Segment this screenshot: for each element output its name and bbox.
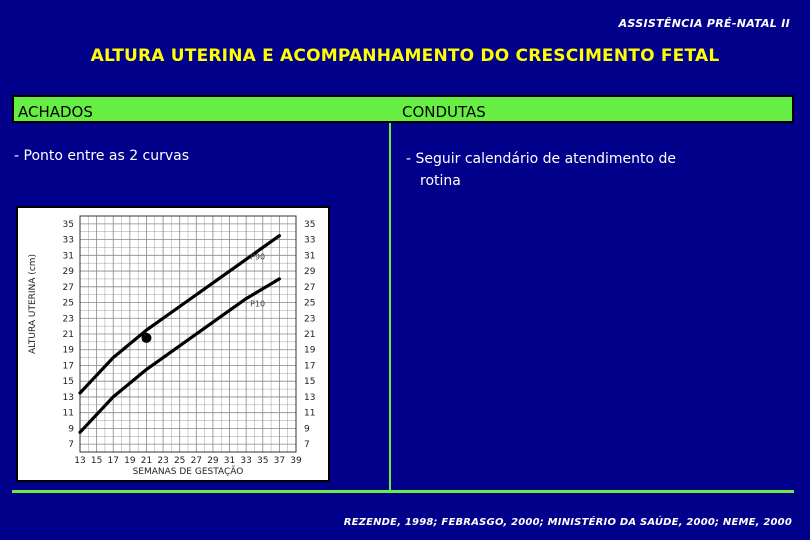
y-tick-label-right: 25 (304, 298, 316, 309)
y-tick-label-right: 11 (304, 408, 316, 419)
y-tick-label-left: 9 (68, 424, 74, 435)
y-tick-label-left: 19 (62, 345, 74, 356)
y-tick-label-left: 23 (62, 314, 74, 325)
y-tick-label-left: 17 (62, 361, 74, 372)
x-tick-label: 23 (157, 456, 169, 466)
chart-svg (18, 208, 328, 480)
y-tick-label-left: 29 (62, 267, 74, 278)
finding-item: - Ponto entre as 2 curvas (14, 148, 190, 164)
patient-measurement-point (141, 333, 151, 343)
x-tick-label: 27 (190, 456, 203, 466)
references: REZENDE, 1998; FEBRASGO, 2000; MINISTÉRIO DA SAÚDE, 2000; NEME, 2000 (343, 517, 792, 528)
column-divider (389, 123, 391, 491)
y-tick-label-left: 15 (62, 377, 74, 388)
column-header-findings: ACHADOS (18, 103, 93, 121)
y-tick-label-right: 19 (304, 345, 316, 356)
y-tick-label-left: 33 (62, 235, 74, 246)
conduct-line-2: rotina (420, 173, 461, 189)
y-tick-label-right: 15 (304, 377, 316, 388)
y-tick-label-left: 21 (62, 330, 74, 340)
y-tick-label-right: 7 (304, 440, 310, 451)
x-axis-label: SEMANAS DE GESTAÇÃO (132, 467, 244, 477)
x-tick-label: 21 (140, 456, 153, 466)
series-label-p90: P90 (250, 252, 266, 262)
x-tick-label: 37 (273, 456, 286, 466)
y-tick-label-right: 23 (304, 314, 316, 325)
series-label-p10: P10 (250, 299, 266, 309)
conduct-line-1: - Seguir calendário de atendimento de (406, 151, 677, 167)
y-tick-label-right: 27 (304, 282, 316, 293)
y-tick-label-right: 35 (304, 219, 316, 230)
y-tick-label-right: 21 (304, 330, 316, 340)
x-tick-label: 13 (74, 456, 86, 466)
x-tick-label: 33 (240, 456, 252, 466)
y-axis-label: ALTURA UTERINA (cm) (28, 253, 38, 355)
y-tick-label-left: 11 (62, 408, 74, 419)
course-header: ASSISTÊNCIA PRÉ-NATAL II (618, 17, 790, 30)
x-tick-label: 29 (207, 456, 219, 466)
y-tick-label-right: 33 (304, 235, 316, 246)
x-tick-label: 15 (90, 456, 103, 466)
y-tick-label-right: 9 (304, 424, 310, 435)
x-tick-label: 25 (173, 456, 186, 466)
y-tick-label-left: 25 (62, 298, 74, 309)
y-tick-label-left: 35 (62, 219, 74, 230)
x-tick-label: 19 (124, 456, 136, 466)
y-tick-label-left: 31 (62, 251, 74, 262)
x-tick-label: 17 (107, 456, 119, 466)
y-tick-label-left: 7 (68, 440, 74, 451)
x-tick-label: 39 (290, 456, 302, 466)
x-tick-label: 35 (257, 456, 269, 466)
y-tick-label-right: 13 (304, 392, 316, 403)
x-tick-label: 31 (223, 456, 236, 466)
bottom-rule (12, 490, 794, 493)
y-tick-label-left: 27 (62, 282, 74, 293)
y-tick-label-right: 17 (304, 361, 316, 372)
y-tick-label-right: 31 (304, 251, 316, 262)
conduct-item (406, 148, 786, 192)
column-header-conducts: CONDUTAS (402, 103, 486, 121)
y-tick-label-right: 29 (304, 267, 316, 278)
uterine-height-chart (16, 206, 330, 482)
y-tick-label-left: 13 (62, 392, 74, 403)
page-title: ALTURA UTERINA E ACOMPANHAMENTO DO CRESCIMENTO FETAL (90, 46, 720, 66)
